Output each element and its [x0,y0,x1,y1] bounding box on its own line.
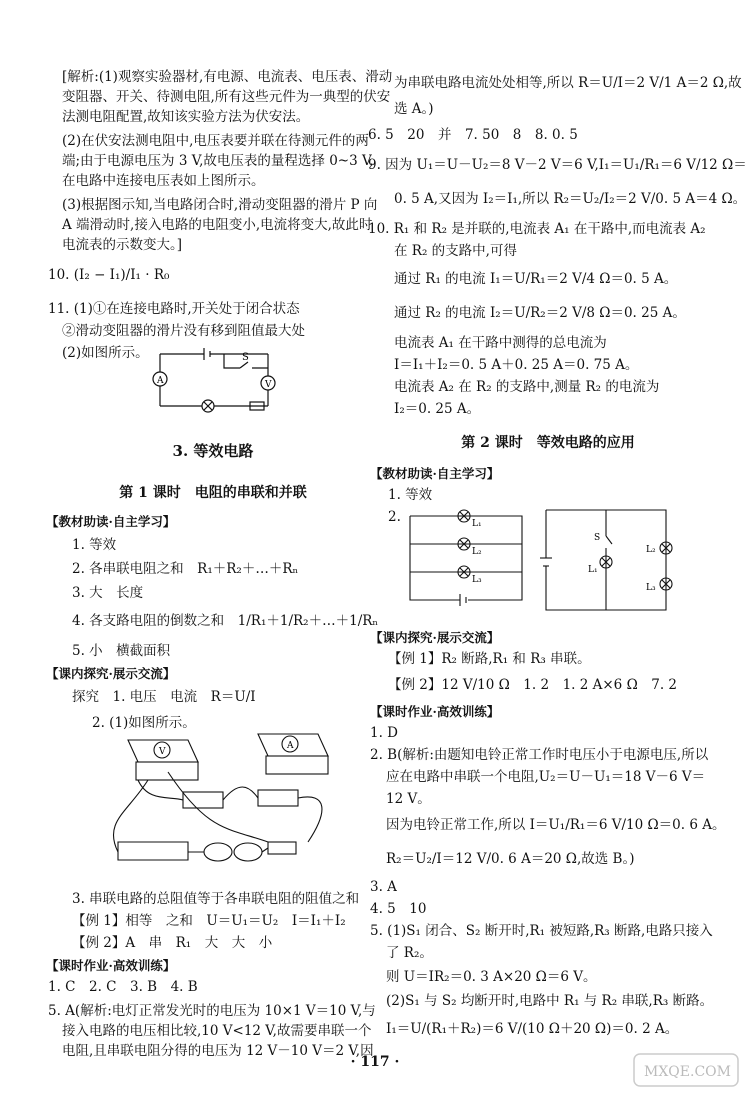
watermark-logo [632,1050,742,1094]
text-line: 选 A。) [394,101,434,117]
switch-circuit-diagram [540,500,680,620]
list-item: 5. 小 横截面积 [72,643,171,659]
lamp-label: L₂ [646,545,656,555]
text-line: (2)在伏安法测电阻中,电压表要并联在待测元件的两 [62,133,369,149]
lesson-title: 第 2 课时 等效电路的应用 [461,435,635,451]
text-line: 【例 2】A 串 R₁ 大 大 小 [72,935,273,951]
switch-label: S [594,533,601,543]
section-heading: 【课时作业·高效训练】 [46,958,176,973]
text-line: 为串联电路电流处处相等,所以 R＝U/I＝2 V/1 A＝2 Ω,故 [394,75,742,91]
page-number: · 117 · [350,1054,400,1070]
text-line: 在电路中连接电压表如上图所示。 [62,173,265,189]
ammeter-label: A [287,741,294,751]
text-line: (2)S₁ 与 S₂ 均断开时,电路中 R₁ 与 R₂ 串联,R₃ 断路。 [386,993,714,1009]
text-line: 应在电路中串联一个电阻,U₂＝U－U₁＝18 V－6 V＝ [386,769,706,785]
text-line: 2. (1)如图所示。 [92,715,196,731]
text-line: 因为电铃正常工作,所以 I＝U₁/R₁＝6 V/10 Ω＝0. 6 A。 [386,817,726,833]
section-heading: 【教材助读·自主学习】 [370,466,500,481]
text-line: 【例 2】12 V/10 Ω 1. 2 1. 2 A×6 Ω 7. 2 [388,677,678,693]
lamp-label: L₁ [472,519,482,529]
lamp-label: L₂ [472,547,482,557]
text-line: I₁＝U/(R₁＋R₂)＝6 V/(10 Ω＋20 Ω)＝0. 2 A。 [386,1021,679,1037]
text-line: 12 V。 [386,791,431,807]
lamp-label: L₃ [646,583,656,593]
ammeter-label: A [157,376,164,386]
text-line: I₂＝0. 25 A。 [394,401,481,417]
text-line: 通过 R₁ 的电流 I₁＝U/R₁＝2 V/4 Ω＝0. 5 A。 [394,271,678,287]
text-line: ②滑动变阻器的滑片没有移到阻值最大处 [62,323,305,339]
text-line: 4. 5 10 [370,901,427,917]
list-item: 4. 各支路电阻的倒数之和 1/R₁＋1/R₂＋…＋1/Rₙ [72,613,379,629]
text-line: 3. 串联电路的总阻值等于各串联电阻的阻值之和 [72,891,360,907]
text-line: 电流表 A₂ 在 R₂ 的支路中,测量 R₂ 的电流为 [394,379,660,395]
lamp-label: L₃ [472,575,482,585]
text-line: 探究 1. 电压 电流 R＝U/I [72,689,256,705]
section-heading: 【课时作业·高效训练】 [370,704,500,719]
text-line: 6. 5 20 并 7. 50 8 8. 0. 5 [368,127,578,143]
text-line: (2)如图所示。 [62,345,149,361]
text-line: 了 R₂。 [386,945,433,961]
section-title: 3. 等效电路 [172,442,254,460]
answer-11: 11. (1)①在连接电路时,开关处于闭合状态 [48,301,300,317]
text-line: 在 R₂ 的支路中,可得 [394,243,517,259]
section-heading: 【课内探究·展示交流】 [370,630,500,645]
text-line: 端;由于电源电压为 3 V,故电压表的量程选择 0~3 V, [62,153,374,169]
text-line: 电流表 A₁ 在干路中测得的总电流为 [394,335,607,351]
text-line: 通过 R₂ 的电流 I₂＝U/R₂＝2 V/8 Ω＝0. 25 A。 [394,305,686,321]
answer-10: 10. (I₂ − I₁)/I₁ · R₀ [48,267,170,283]
text-line: 电阻,且串联电阻分得的电压为 12 V－10 V＝2 V,因 [62,1043,374,1059]
text-line: R₂＝U₂/I＝12 V/0. 6 A＝20 Ω,故选 B。) [386,851,635,867]
text-line: 1. C 2. C 3. B 4. B [48,979,198,995]
switch-label: S [242,352,249,363]
text-line: (3)根据图示知,当电路闭合时,滑动变阻器的滑片 P 向 [62,197,378,213]
list-item: 2. [388,509,401,525]
text-line: 5. (1)S₁ 闭合、S₂ 断开时,R₁ 被短路,R₃ 断路,电路只接入 [370,923,713,939]
svg-text:MXQE.COM: MXQE.COM [644,1064,731,1080]
circuit-diagram [148,346,298,418]
list-item: 3. 大 长度 [72,585,144,601]
text-line: 【例 1】相等 之和 U＝U₁＝U₂ I＝I₁＋I₂ [72,913,346,929]
text-line: 5. A(解析:电灯正常发光时的电压为 10×1 V＝10 V,与 [48,1003,376,1019]
text-line: 1. D [370,725,398,741]
parallel-circuit-diagram [408,506,524,610]
text-line: 接入电路的电压相比较,10 V<12 V,故需要串联一个 [62,1023,372,1039]
text-line: [解析:(1)观察实验器材,有电源、电流表、电压表、滑动 [62,69,393,85]
text-line: 则 U＝IR₂＝0. 3 A×20 Ω＝6 V。 [386,969,597,985]
section-heading: 【教材助读·自主学习】 [46,514,176,529]
section-heading: 【课内探究·展示交流】 [46,666,176,681]
text-line: 0. 5 A,又因为 I₂＝I₁,所以 R₂＝U₂/I₂＝2 V/0. 5 A＝4 Ω。 [394,191,747,207]
list-item: 1. 等效 [72,537,117,553]
list-item: 1. 等效 [388,487,433,503]
list-item: 2. 各串联电阻之和 R₁＋R₂＋…＋Rₙ [72,561,299,577]
voltmeter-label: V [159,747,166,757]
voltmeter-label: V [265,380,272,390]
lesson-title: 第 1 课时 电阻的串联和并联 [119,485,307,501]
text-line: 2. B(解析:由题知电铃正常工作时电压小于电源电压,所以 [370,747,709,763]
text-line: 变阻器、开关、待测电阻,所有这些元件为一典型的伏安 [62,89,391,105]
text-line: 【例 1】R₂ 断路,R₁ 和 R₃ 串联。 [388,651,591,667]
text-line: 法测电阻配置,故知该实验方法为伏安法。 [62,109,310,125]
text-line: 3. A [370,879,397,895]
lamp-label: L₁ [588,565,598,575]
text-line: 10. R₁ 和 R₂ 是并联的,电流表 A₁ 在干路中,而电流表 A₂ [368,221,706,237]
text-line: 电流表的示数变大。] [62,237,183,253]
text-line: A 端滑动时,接入电路的电阻变小,电流将变大,故此时 [62,217,373,233]
text-line: 9. 因为 U₁＝U－U₂＝8 V－2 V＝6 V,I₁＝U₁/R₁＝6 V/12 Ω＝ [368,157,747,173]
text-line: I＝I₁＋I₂＝0. 5 A＋0. 25 A＝0. 75 A。 [394,357,639,373]
apparatus-figure [108,732,348,882]
